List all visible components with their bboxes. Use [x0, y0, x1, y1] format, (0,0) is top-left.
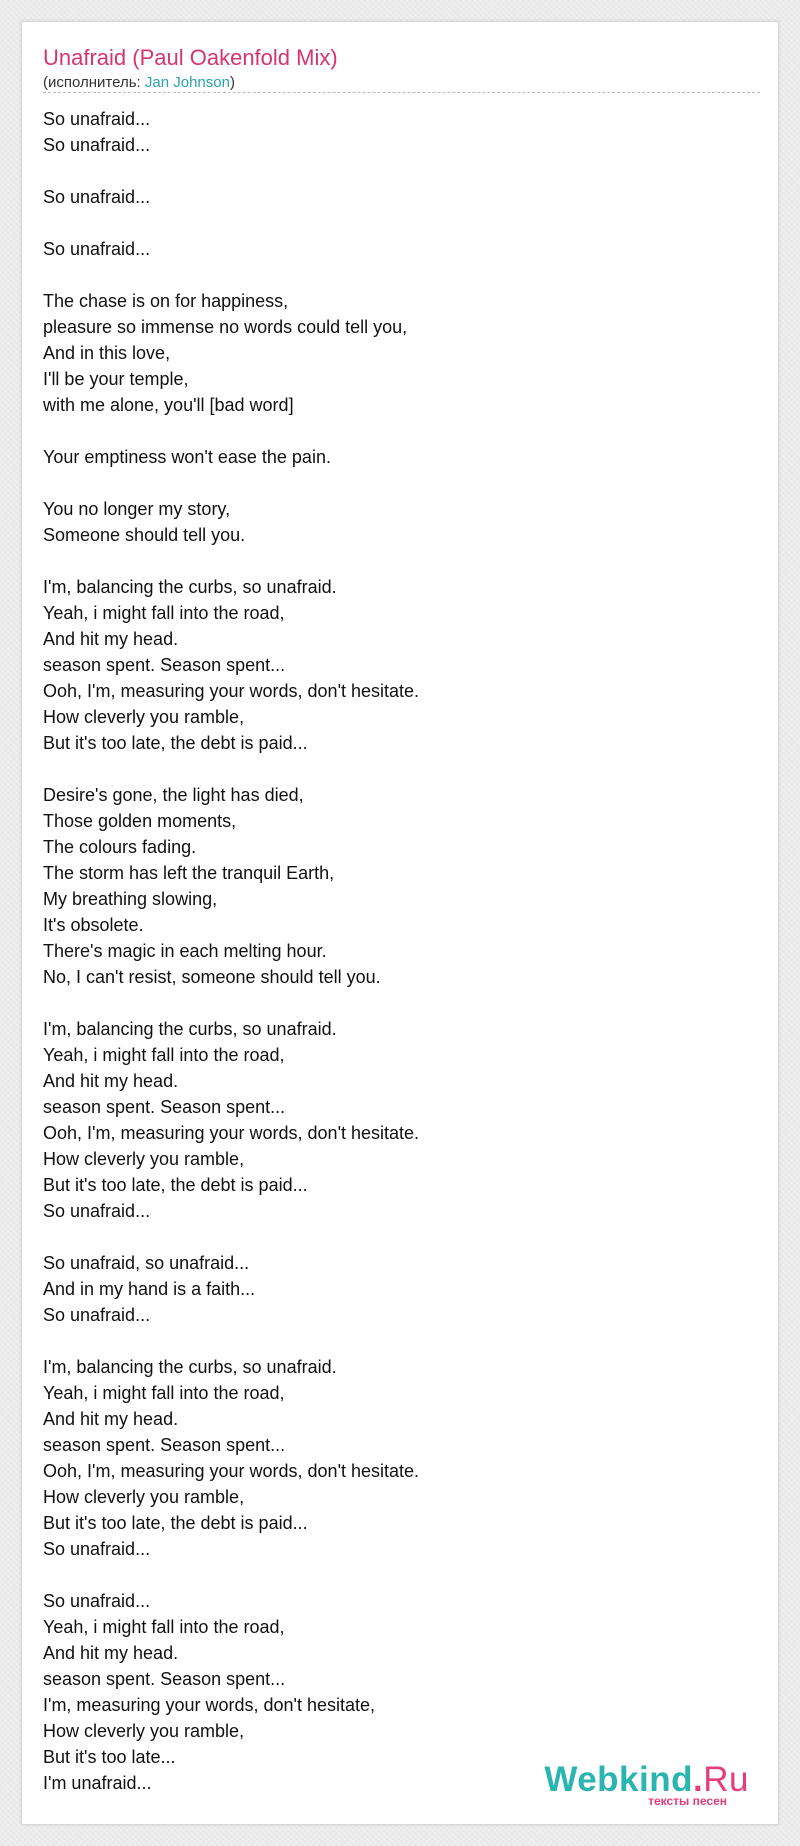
lyrics-line: Yeah, i might fall into the road, [43, 1617, 285, 1637]
lyrics-blank-line [43, 158, 760, 184]
lyrics-line: season spent. Season spent... [43, 655, 286, 675]
lyrics-line: So unafraid... [43, 239, 151, 259]
lyrics-line: Those golden moments, [43, 811, 237, 831]
lyrics-line: season spent. Season spent... [43, 1669, 286, 1689]
lyrics-line: So unafraid... [43, 187, 151, 207]
logo-name: Webkind [544, 1760, 694, 1799]
lyrics-line: It's obsolete. [43, 915, 144, 935]
site-logo[interactable] [544, 1760, 749, 1808]
artist-line [43, 74, 235, 92]
lyrics-line: How cleverly you ramble, [43, 1487, 245, 1507]
song-title: Unafraid (Paul Oakenfold Mix) [43, 45, 338, 70]
lyrics-line: Ooh, I'm, measuring your words, don't hesitate. [43, 681, 420, 701]
lyrics-line: Yeah, i might fall into the road, [43, 1383, 285, 1403]
logo-tagline: тексты песен [648, 1794, 727, 1808]
lyrics-line: Ooh, I'm, measuring your words, don't hesitate. [43, 1461, 420, 1481]
lyrics-line: And in my hand is a faith... [43, 1279, 256, 1299]
lyrics-blank-line [43, 990, 760, 1016]
lyrics-line: And hit my head. [43, 1071, 179, 1091]
lyrics-line: I'm, balancing the curbs, so unafraid. [43, 577, 337, 597]
lyrics-line: I'll be your temple, [43, 369, 189, 389]
lyrics-line: Yeah, i might fall into the road, [43, 603, 285, 623]
lyrics-line: Yeah, i might fall into the road, [43, 1045, 285, 1065]
lyrics-body [43, 106, 760, 1796]
lyrics-line: Your emptiness won't ease the pain. [43, 447, 331, 467]
lyrics-blank-line [43, 210, 760, 236]
lyrics-line: So unafraid... [43, 109, 151, 129]
logo-tld: Ru [703, 1760, 749, 1799]
lyrics-line: I'm unafraid... [43, 1773, 152, 1793]
lyrics-line: So unafraid... [43, 1201, 151, 1221]
lyrics-line: No, I can't resist, someone should tell you. [43, 967, 381, 987]
logo-dot: . [693, 1760, 704, 1799]
lyrics-line: with me alone, you'll [bad word] [43, 395, 294, 415]
lyrics-line: So unafraid... [43, 135, 151, 155]
lyrics-line: pleasure so immense no words could tell you, [43, 317, 408, 337]
lyrics-line: So unafraid... [43, 1591, 151, 1611]
artist-suffix: ) [229, 74, 235, 91]
lyrics-blank-line [43, 1328, 760, 1354]
lyrics-line: But it's too late, the debt is paid... [43, 1175, 308, 1195]
lyrics-line: But it's too late... [43, 1747, 176, 1767]
lyrics-blank-line [43, 756, 760, 782]
lyrics-line: I'm, balancing the curbs, so unafraid. [43, 1019, 337, 1039]
lyrics-line: The colours fading. [43, 837, 197, 857]
lyrics-line: So unafraid... [43, 1539, 151, 1559]
lyrics-line: I'm, measuring your words, don't hesitate, [43, 1695, 376, 1715]
lyrics-line: Someone should tell you. [43, 525, 246, 545]
lyrics-line: You no longer my story, [43, 499, 231, 519]
lyrics-blank-line [43, 1562, 760, 1588]
lyrics-blank-line [43, 1224, 760, 1250]
lyrics-line: And hit my head. [43, 1409, 179, 1429]
title-divider [43, 92, 760, 93]
lyrics-line: And hit my head. [43, 1643, 179, 1663]
lyrics-blank-line [43, 470, 760, 496]
lyrics-line: season spent. Season spent... [43, 1097, 286, 1117]
lyrics-line: Desire's gone, the light has died, [43, 785, 304, 805]
lyrics-line: There's magic in each melting hour. [43, 941, 327, 961]
lyrics-line: But it's too late, the debt is paid... [43, 1513, 308, 1533]
lyrics-line: season spent. Season spent... [43, 1435, 286, 1455]
lyrics-line: The chase is on for happiness, [43, 291, 289, 311]
lyrics-line: How cleverly you ramble, [43, 707, 245, 727]
lyrics-blank-line [43, 548, 760, 574]
lyrics-line: How cleverly you ramble, [43, 1149, 245, 1169]
lyrics-line: I'm, balancing the curbs, so unafraid. [43, 1357, 337, 1377]
artist-prefix: (исполнитель: [43, 74, 145, 91]
lyrics-line: So unafraid... [43, 1305, 151, 1325]
lyrics-line: But it's too late, the debt is paid... [43, 733, 308, 753]
lyrics-line: How cleverly you ramble, [43, 1721, 245, 1741]
artist-link[interactable]: Jan Johnson [144, 74, 230, 91]
lyrics-line: The storm has left the tranquil Earth, [43, 863, 335, 883]
lyrics-line: So unafraid, so unafraid... [43, 1253, 250, 1273]
lyrics-blank-line [43, 262, 760, 288]
lyrics-line: Ooh, I'm, measuring your words, don't hesitate. [43, 1123, 420, 1143]
lyrics-line: And in this love, [43, 343, 171, 363]
lyrics-line: My breathing slowing, [43, 889, 218, 909]
lyrics-card [21, 21, 779, 1825]
lyrics-line: And hit my head. [43, 629, 179, 649]
lyrics-blank-line [43, 418, 760, 444]
